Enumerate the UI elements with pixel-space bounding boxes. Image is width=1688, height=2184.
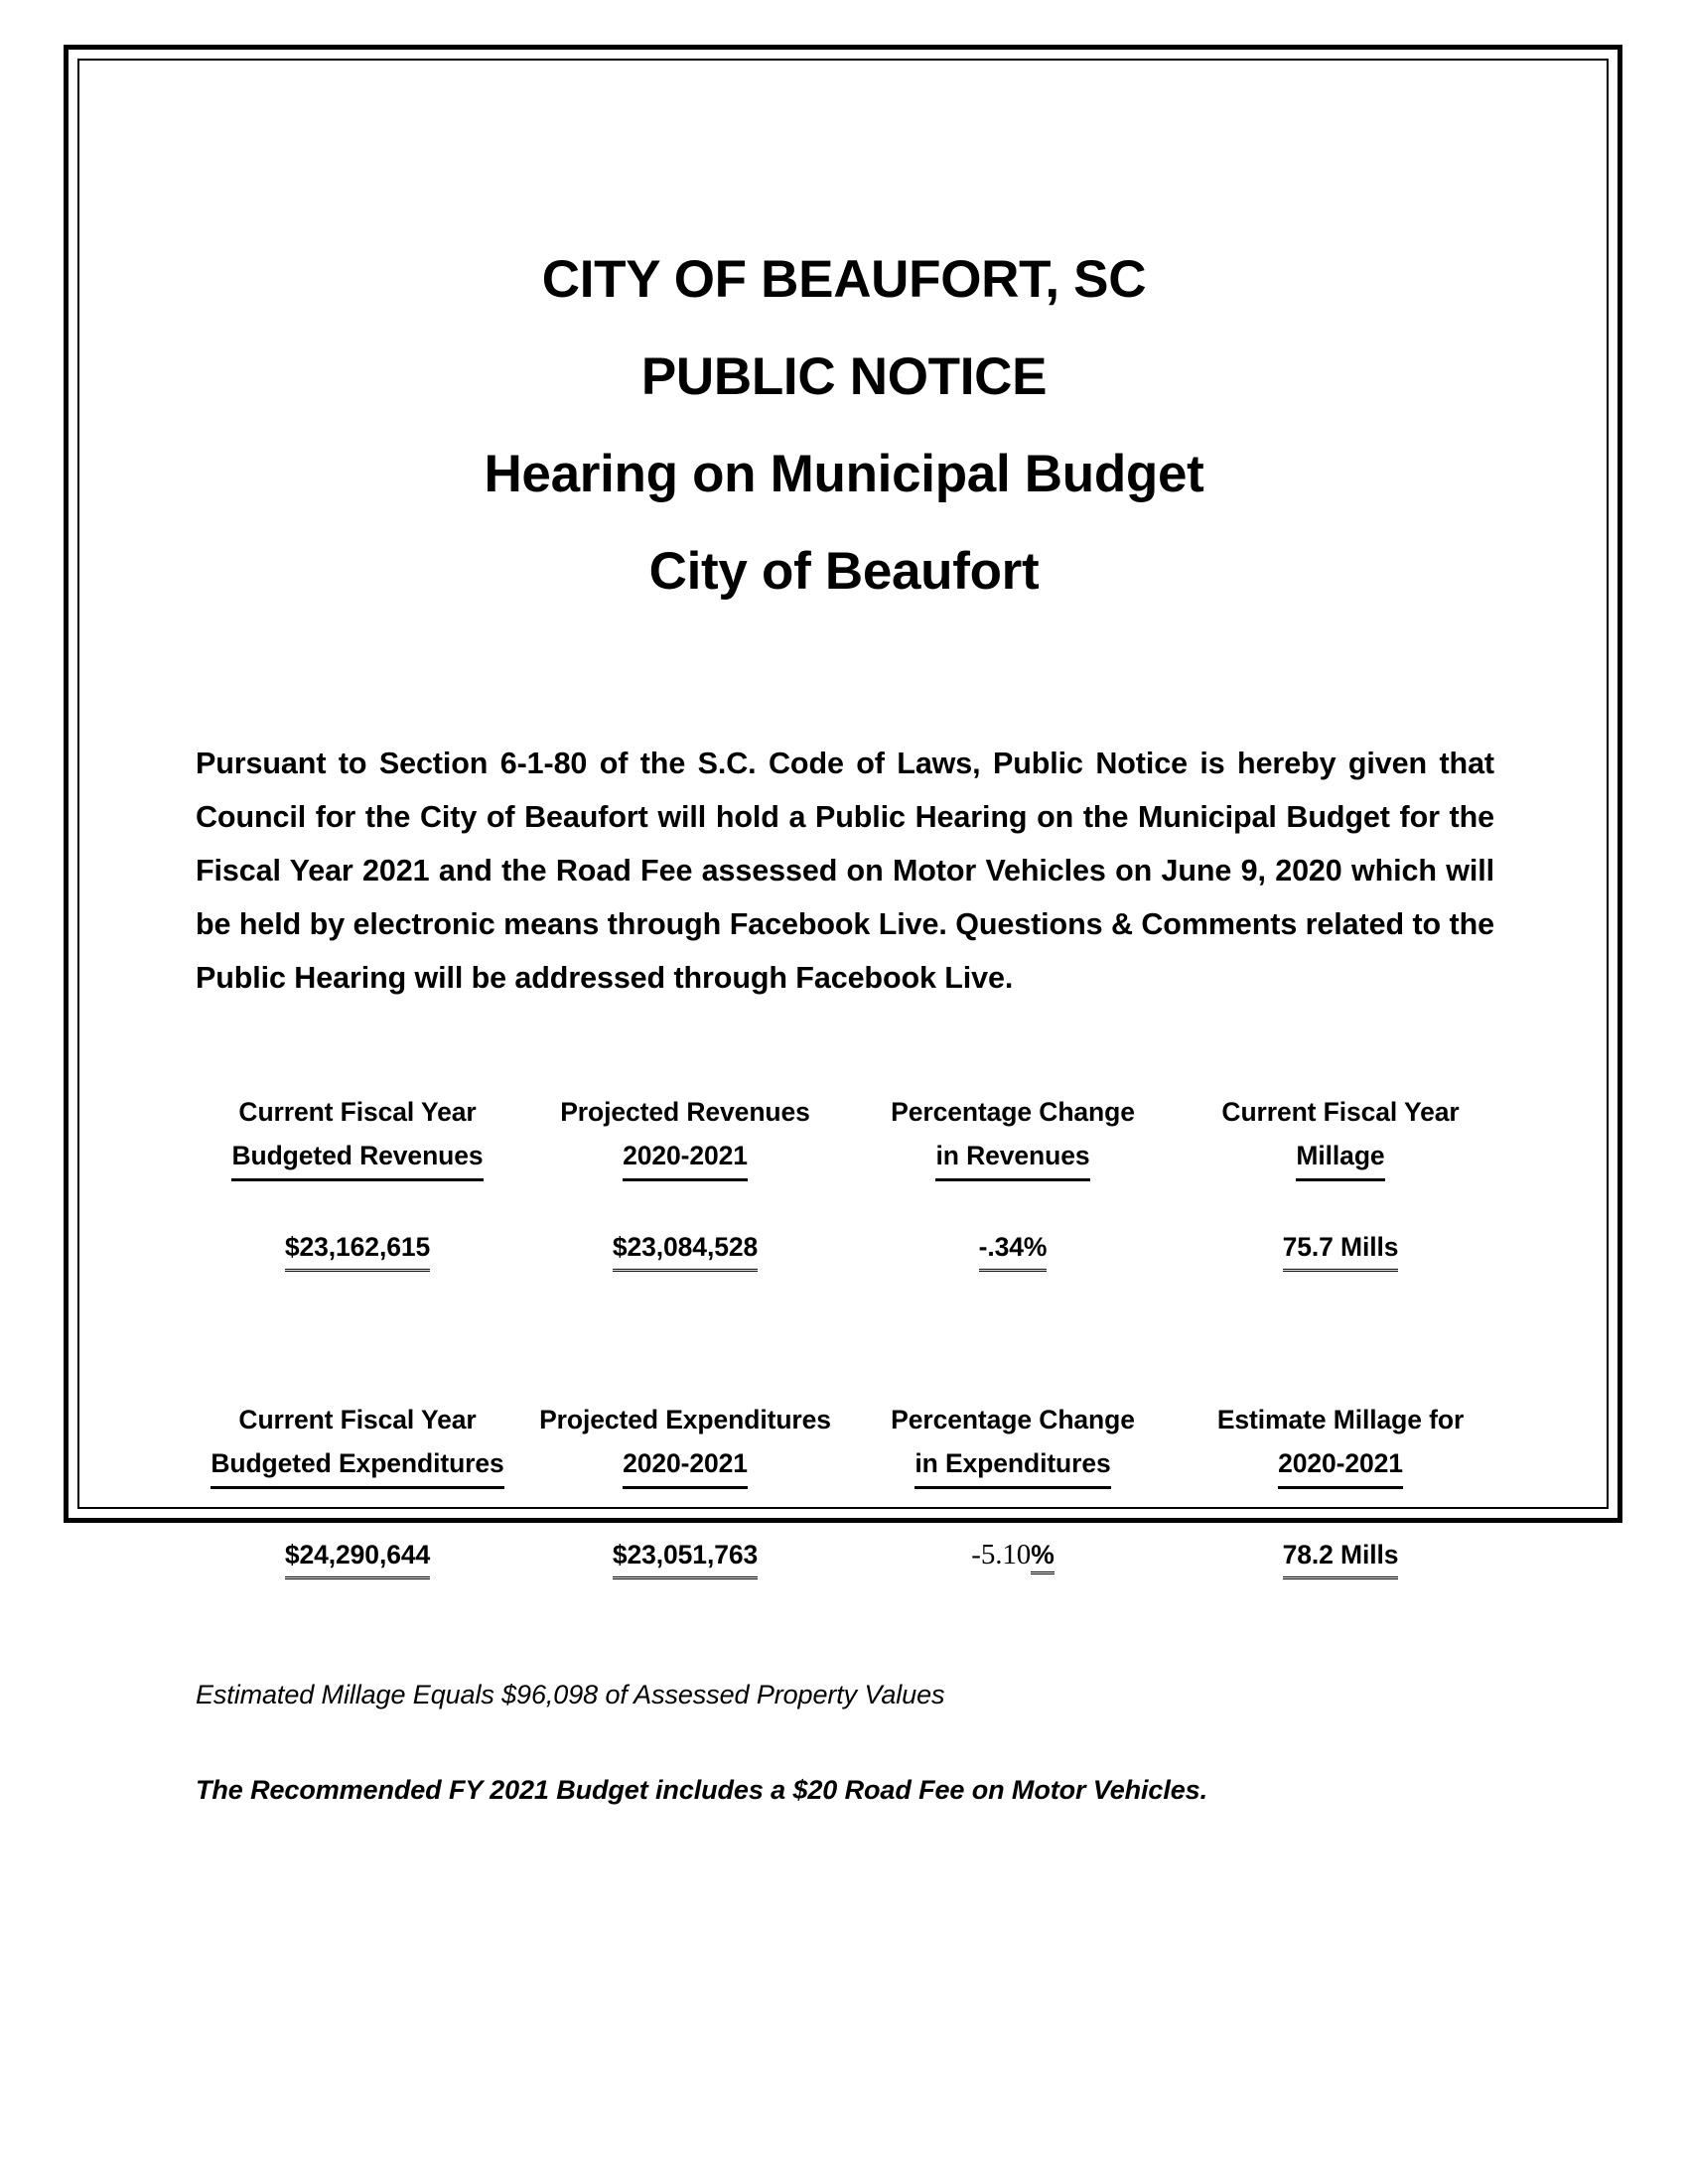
expenditure-table — [194, 1398, 1504, 1579]
spacer — [849, 1489, 1177, 1533]
column-header-line1: Projected Expenditures — [539, 1405, 831, 1434]
column-value: $23,162,615 — [285, 1227, 430, 1272]
spacer — [521, 1181, 849, 1225]
title-block — [149, 250, 1539, 601]
column-value: $24,290,644 — [285, 1535, 430, 1579]
heading-city: CITY OF BEAUFORT, SC — [541, 250, 1147, 309]
heading-public-notice: PUBLIC NOTICE — [640, 347, 1048, 406]
spacer — [521, 1489, 849, 1533]
body-paragraph: Pursuant to Section 6-1-80 of the S.C. Code of Laws, Public Notice is hereby given that Council for the City of Beaufort will hold a Public Hearing on the Municipal Budget for the Fiscal Year 2021 and the Road Fee assessed on Motor Vehicles on June 9, 2020 which will be held by electronic means through Facebook Live. Questions & Comments related to the Public Hearing will be addressed through Facebook Live. — [196, 747, 1494, 995]
column-header-line1: Estimate Millage for — [1216, 1405, 1465, 1434]
heading-hearing: Hearing on Municipal Budget — [484, 445, 1204, 503]
column-header-line1: Current Fiscal Year — [238, 1097, 477, 1127]
note-road-fee: The Recommended FY 2021 Budget includes a $20 Road Fee on Motor Vehicles. — [196, 1775, 1207, 1805]
column-header-line2: Budgeted Expenditures — [211, 1441, 503, 1489]
column-value: 75.7 Mills — [1283, 1227, 1399, 1272]
percent-sign: % — [1031, 1540, 1054, 1574]
revenue-col-budgeted-revenues — [194, 1090, 521, 1272]
column-header-line2: Millage — [1296, 1134, 1384, 1181]
column-header-line2: Budgeted Revenues — [231, 1134, 483, 1181]
column-value: 78.2 Mills — [1283, 1535, 1399, 1579]
revenue-table — [194, 1090, 1504, 1272]
column-header-line2: in Expenditures — [914, 1441, 1110, 1489]
column-header-line2: 2020-2021 — [623, 1134, 748, 1181]
column-header-line1: Current Fiscal Year — [1221, 1097, 1460, 1127]
column-value-number: -5.10 — [971, 1539, 1032, 1570]
spacer — [1177, 1181, 1504, 1225]
revenue-col-percentage-change — [849, 1090, 1177, 1272]
column-value: $23,051,763 — [613, 1535, 758, 1579]
spacer — [194, 1181, 521, 1225]
heading-city-of-beaufort: City of Beaufort — [648, 542, 1040, 601]
column-value: $23,084,528 — [613, 1227, 758, 1272]
spacer — [194, 1489, 521, 1533]
expenditure-col-percentage-change — [849, 1398, 1177, 1579]
column-header-line2: 2020-2021 — [623, 1441, 748, 1489]
column-header-line1: Percentage Change — [891, 1405, 1135, 1434]
revenue-col-projected-revenues — [521, 1090, 849, 1272]
expenditure-col-estimate-millage — [1177, 1398, 1504, 1579]
note-estimated-millage: Estimated Millage Equals $96,098 of Assessed Property Values — [196, 1680, 945, 1709]
spacer — [1177, 1489, 1504, 1533]
column-header-line1: Percentage Change — [891, 1097, 1135, 1127]
revenue-col-current-millage — [1177, 1090, 1504, 1272]
column-header-line2: 2020-2021 — [1278, 1441, 1403, 1489]
column-value: -.34% — [979, 1227, 1048, 1272]
expenditure-col-budgeted-expenditures — [194, 1398, 521, 1579]
column-header-line2: in Revenues — [935, 1134, 1089, 1181]
column-header-line1: Projected Revenues — [560, 1097, 810, 1127]
column-value — [971, 1535, 1054, 1576]
expenditure-col-projected-expenditures — [521, 1398, 849, 1579]
column-header-line1: Current Fiscal Year — [238, 1405, 477, 1434]
spacer — [849, 1181, 1177, 1225]
